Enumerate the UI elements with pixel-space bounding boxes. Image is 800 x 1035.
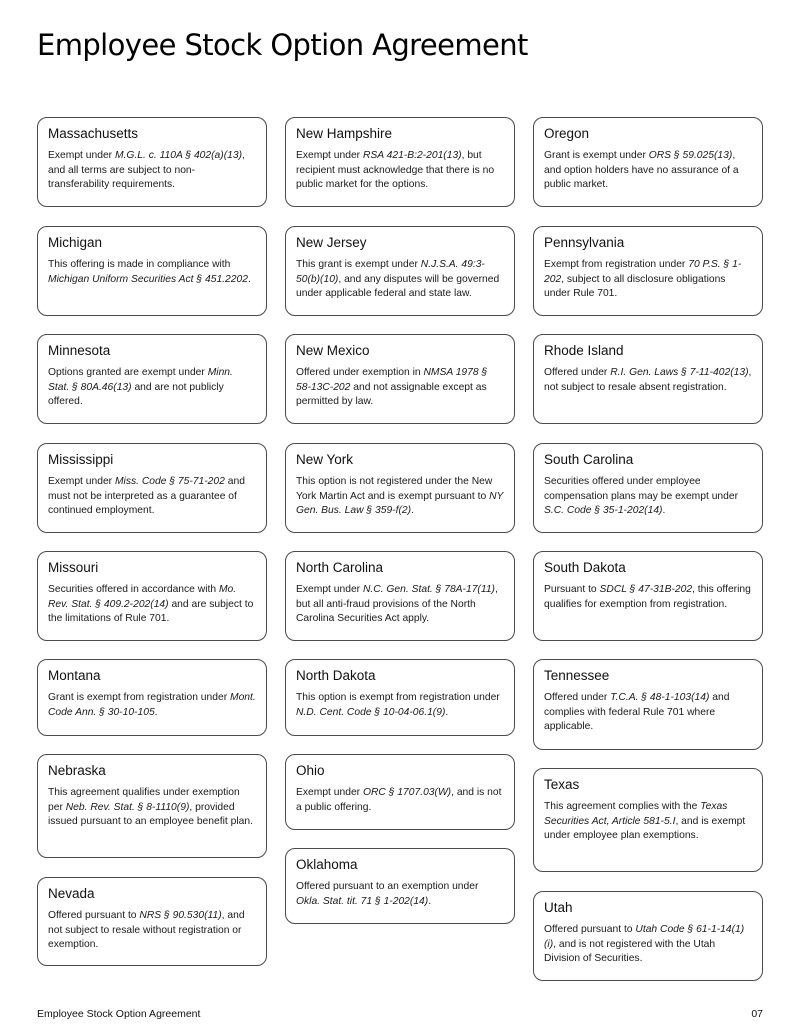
- exemption-text-lead: Offered under exemption in: [296, 367, 424, 378]
- exemption-text-tail: , and is not registered with the Utah Division of Securities.: [544, 938, 716, 965]
- exemption-text-tail: , this offering qualifies for exemption from registration.: [544, 584, 751, 610]
- state-name: Oklahoma: [296, 857, 358, 872]
- exemption-text-tail: , and option holders have no assurance of a public market.: [544, 150, 739, 191]
- exemption-text-lead: Grant is exempt under: [544, 150, 649, 161]
- exemption-text-lead: This agreement complies with the: [544, 801, 701, 812]
- exemption-text: [48, 475, 256, 519]
- exemption-text: [48, 786, 256, 830]
- state-card-ohio: [285, 754, 515, 830]
- exemption-text: [544, 475, 752, 519]
- exemption-text-lead: Grant is exempt from registration under: [48, 692, 230, 703]
- state-card-south-carolina: [533, 443, 763, 533]
- exemption-text-tail: .: [247, 273, 251, 285]
- exemption-text: [48, 366, 256, 410]
- exemption-text-tail: , subject to all disclosure obligations under Rule 701.: [544, 273, 726, 300]
- exemption-text-lead: Exempt under: [296, 584, 363, 595]
- statute-citation: Miss. Code § 75-71-202: [114, 476, 225, 487]
- exemption-text-tail: , provided issued pursuant to an employee benefit plan.: [48, 801, 253, 828]
- state-card-north-dakota: [285, 659, 515, 736]
- exemption-text: [48, 258, 256, 287]
- state-card-nebraska: [37, 754, 267, 858]
- statute-citation: Mont. Code Ann. § 30-10-105: [48, 692, 256, 718]
- state-card-rhode-island: [533, 334, 763, 424]
- state-card-new-jersey: [285, 226, 515, 316]
- statute-citation: M.G.L. c. 110A § 402(a)(13): [114, 150, 243, 161]
- exemption-text: [544, 149, 752, 193]
- state-card-north-carolina: [285, 551, 515, 641]
- exemption-text-lead: Options granted are exempt under: [48, 367, 208, 378]
- exemption-text: [296, 258, 504, 302]
- exemption-text-lead: Exempt under: [48, 150, 115, 161]
- statute-citation: SDCL § 47-31B-202: [599, 584, 693, 595]
- state-card-new-hampshire: [285, 117, 515, 207]
- statute-citation: Texas Securities Act, Article 581-5.I: [544, 801, 728, 827]
- state-name: Missouri: [48, 560, 99, 575]
- state-name: South Dakota: [544, 560, 626, 575]
- footer-document-title: Employee Stock Option Agreement: [37, 1008, 201, 1020]
- state-card-montana: [37, 659, 267, 736]
- footer-page-number: 07: [751, 1008, 763, 1020]
- state-card-texas: [533, 768, 763, 872]
- exemption-text-lead: This option is not registered under the New York Martin Act and is exempt pursuant to: [296, 476, 493, 502]
- state-card-new-mexico: [285, 334, 515, 424]
- state-name: Minnesota: [48, 343, 111, 358]
- exemption-text-lead: Offered pursuant to an exemption under: [296, 881, 479, 892]
- exemption-text-tail: , and is exempt under employee plan exemptions.: [544, 815, 746, 842]
- exemption-text: [296, 366, 504, 410]
- state-card-missouri: [37, 551, 267, 641]
- exemption-text-lead: Offered under: [544, 692, 611, 703]
- state-name: Oregon: [544, 126, 590, 141]
- state-name: Tennessee: [544, 668, 610, 683]
- state-card-south-dakota: [533, 551, 763, 641]
- statute-citation: NY Gen. Bus. Law § 359-f(2): [296, 490, 504, 517]
- state-card-oregon: [533, 117, 763, 207]
- state-name: New Hampshire: [296, 126, 393, 141]
- exemption-text-lead: Exempt from registration under: [544, 259, 689, 270]
- statute-citation: R.I. Gen. Laws § 7-11-402(13): [610, 367, 749, 378]
- state-name: Texas: [544, 777, 580, 792]
- statute-citation: NMSA 1978 § 58-13C-202: [296, 367, 488, 393]
- state-card-tennessee: [533, 659, 763, 750]
- statute-citation: Neb. Rev. Stat. § 8-1110(9): [65, 801, 190, 813]
- exemption-text: [296, 475, 504, 519]
- statute-citation: Minn. Stat. § 80A.46(13): [48, 367, 233, 393]
- exemption-text-lead: Pursuant to: [544, 584, 600, 595]
- state-name: New Mexico: [296, 343, 370, 358]
- exemption-text-tail: , but all anti-fraud provisions of the North Carolina Securities Act apply.: [296, 584, 498, 625]
- statute-citation: 70 P.S. § 1-202: [544, 259, 742, 285]
- statute-citation: Okla. Stat. tit. 71 § 1-202(14): [296, 895, 429, 907]
- exemption-text: [48, 691, 256, 720]
- state-name: New Jersey: [296, 235, 367, 250]
- exemption-text-tail: , and all terms are subject to non-transferability requirements.: [48, 150, 245, 191]
- state-card-oklahoma: [285, 848, 515, 924]
- exemption-text-tail: and not assignable except as permitted by law.: [296, 381, 487, 408]
- state-name: Mississippi: [48, 452, 114, 467]
- state-name: Ohio: [296, 763, 325, 778]
- exemption-text-lead: Offered under: [544, 367, 611, 378]
- state-name: Rhode Island: [544, 343, 624, 358]
- statute-citation: RSA 421-B:2-201(13): [362, 150, 462, 161]
- statute-citation: ORS § 59.025(13): [648, 150, 733, 161]
- exemption-text-tail: , and not subject to resale without registration or exemption.: [48, 910, 245, 951]
- state-card-utah: [533, 891, 763, 981]
- exemption-text-tail: .: [445, 706, 449, 718]
- state-name: North Carolina: [296, 560, 384, 575]
- statute-citation: N.D. Cent. Code § 10-04-06.1(9): [296, 706, 446, 718]
- state-name: Montana: [48, 668, 101, 683]
- state-name: Utah: [544, 900, 573, 915]
- exemption-text-tail: .: [428, 895, 432, 907]
- exemption-text-tail: , and is not a public offering.: [296, 787, 502, 813]
- state-name: Nevada: [48, 886, 95, 901]
- state-card-michigan: [37, 226, 267, 316]
- exemption-text-tail: and are not publicly offered.: [48, 381, 224, 408]
- exemption-text-lead: Exempt under: [296, 787, 363, 798]
- exemption-text: [48, 149, 256, 193]
- state-name: Michigan: [48, 235, 103, 250]
- statute-citation: N.J.S.A. 49:3-50(b)(10): [296, 259, 485, 285]
- exemption-text: [544, 366, 752, 395]
- exemption-text-tail: .: [662, 505, 666, 517]
- exemption-text-lead: Securities offered in accordance with: [48, 584, 219, 595]
- statute-citation: N.C. Gen. Stat. § 78A-17(11): [362, 584, 495, 595]
- exemption-text-lead: Exempt under: [296, 150, 363, 161]
- state-card-new-york: [285, 443, 515, 533]
- exemption-text-tail: and are subject to the limitations of Rule 701.: [48, 598, 254, 625]
- statute-citation: Michigan Uniform Securities Act § 451.2202: [48, 273, 248, 285]
- exemption-text: [296, 149, 504, 193]
- exemption-text-lead: Securities offered under employee compensation plans may be exempt under: [544, 476, 739, 502]
- state-name: South Carolina: [544, 452, 634, 467]
- exemption-text-tail: , but recipient must acknowledge that there is no public market for the options.: [296, 150, 495, 191]
- exemption-text: [296, 786, 504, 815]
- exemption-text-lead: Offered pursuant to: [48, 910, 140, 921]
- state-name: Massachusetts: [48, 126, 139, 141]
- exemption-text: [544, 691, 752, 735]
- exemption-text-tail: and must not be interpreted as a guarantee of continued employment.: [48, 476, 245, 517]
- state-name: Pennsylvania: [544, 235, 625, 250]
- exemption-text: [544, 583, 752, 612]
- exemption-text: [296, 583, 504, 627]
- state-name: Nebraska: [48, 763, 106, 778]
- exemption-text: [48, 583, 256, 627]
- exemption-text: [296, 691, 504, 720]
- statute-citation: S.C. Code § 35-1-202(14): [544, 505, 663, 517]
- statute-citation: Mo. Rev. Stat. § 409.2-202(14): [48, 584, 237, 610]
- state-card-mississippi: [37, 443, 267, 533]
- exemption-text-tail: , and any disputes will be governed under applicable federal and state law.: [296, 273, 500, 300]
- state-card-minnesota: [37, 334, 267, 424]
- exemption-text: [544, 923, 752, 967]
- exemption-text-lead: This option is exempt from registration under: [296, 692, 500, 703]
- state-card-nevada: [37, 877, 267, 966]
- exemption-text: [544, 258, 752, 302]
- page-title: Employee Stock Option Agreement: [37, 28, 528, 62]
- exemption-text-lead: Exempt under: [48, 476, 115, 487]
- exemption-text: [544, 800, 752, 844]
- state-card-massachusetts: [37, 117, 267, 207]
- state-card-pennsylvania: [533, 226, 763, 316]
- exemption-text-lead: Offered pursuant to: [544, 924, 636, 935]
- statute-citation: ORC § 1707.03(W): [362, 787, 452, 798]
- state-name: New York: [296, 452, 354, 467]
- statute-citation: NRS § 90.530(11): [139, 910, 222, 921]
- exemption-text-lead: This offering is made in compliance with: [48, 259, 231, 270]
- exemption-text-tail: , not subject to resale absent registration.: [544, 367, 752, 393]
- exemption-text: [296, 880, 504, 909]
- statute-citation: T.C.A. § 48-1-103(14): [610, 692, 710, 703]
- exemption-text: [48, 909, 256, 953]
- exemption-text-tail: and complies with federal Rule 701 where applicable.: [544, 692, 730, 733]
- exemption-text-lead: This agreement qualifies under exemption per: [48, 787, 240, 813]
- statute-citation: Utah Code § 61-1-14(1)(i): [544, 924, 745, 950]
- exemption-text-lead: This grant is exempt under: [296, 259, 421, 270]
- exemption-text-tail: .: [411, 505, 414, 517]
- state-name: North Dakota: [296, 668, 376, 683]
- exemption-text-tail: .: [154, 706, 158, 718]
